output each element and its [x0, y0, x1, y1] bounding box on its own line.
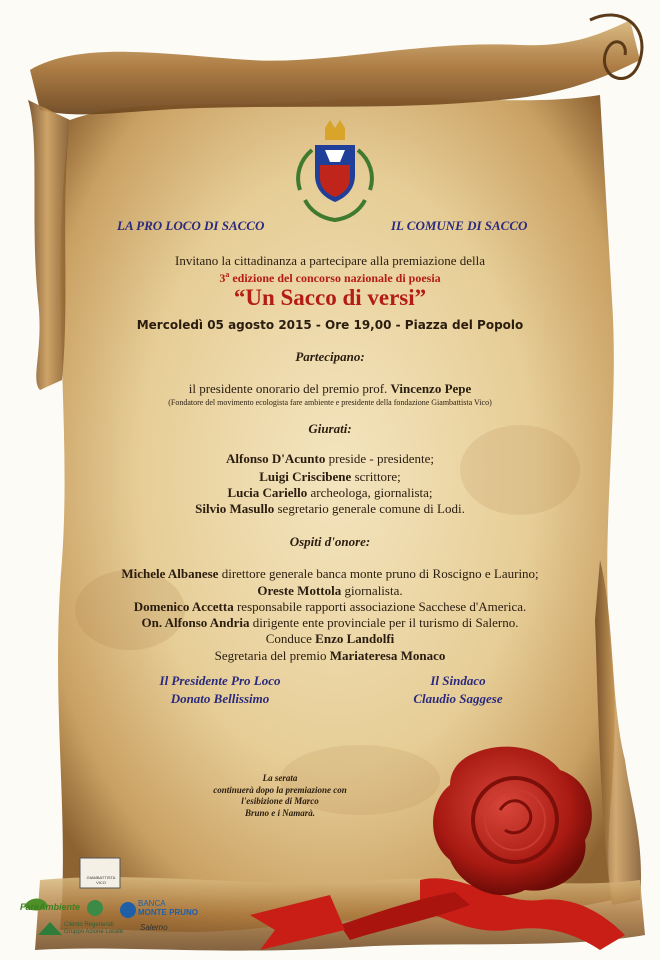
partecipano-heading: Partecipano:: [295, 349, 365, 364]
guest-name: Michele Albanese: [121, 566, 219, 581]
juror-name: Luigi Criscibene: [259, 469, 352, 484]
giurati-heading: Giurati:: [308, 421, 352, 436]
juror-row: [0, 485, 660, 501]
salerno-logo: Salerno: [140, 923, 168, 932]
closing-note-line: continuerà dopo la premiazione con: [213, 784, 347, 795]
juror-role: archeologa, giornalista;: [307, 485, 433, 500]
honorary-president-line: [0, 381, 660, 397]
left-scroll-roll: [28, 100, 70, 390]
juror-row: [0, 469, 660, 485]
parco-logo-icon: [87, 900, 103, 916]
secretary-name: Mariateresa Monaco: [329, 648, 446, 663]
juror-role: segretario generale comune di Lodi.: [274, 501, 465, 516]
guest-role: direttore generale banca monte pruno di Roscigno e Laurino;: [218, 566, 539, 581]
closing-note-line: Bruno e i Namarà.: [244, 807, 315, 818]
guest-row: [0, 599, 660, 615]
guest-role: dirigente ente provinciale per il turismo di Salerno.: [249, 615, 519, 630]
juror-name: Silvio Masullo: [195, 501, 275, 516]
banca-logo-line2: MONTE PRUNO: [138, 908, 198, 917]
edition-superscript: a: [225, 270, 230, 279]
invitation-line: Invitano la cittadinanza a partecipare alla premiazione della: [174, 253, 486, 268]
giambattista-logo-text: GIAMBATTISTA VICO: [86, 875, 116, 885]
guest-name: Domenico Accetta: [133, 599, 234, 614]
secretary-prefix: Segretaria del premio: [214, 648, 330, 663]
edition-text: edizione del concorso nazionale di poesia: [229, 271, 441, 285]
honorary-president-name: Vincenzo Pepe: [390, 381, 472, 396]
juror-row: [0, 451, 660, 467]
guest-row: [0, 615, 660, 631]
guest-row: [0, 566, 660, 582]
closing-note: [180, 773, 380, 819]
host-prefix: Conduce: [265, 631, 316, 646]
juror-name: Lucia Cariello: [227, 485, 308, 500]
honorary-president-prefix: il presidente onorario del premio prof.: [188, 381, 391, 396]
banca-logo-icon: [120, 902, 136, 918]
closing-note-line: La serata: [262, 773, 298, 783]
banca-logo-line1: BANCA: [138, 899, 166, 908]
event-title: “Un Sacco di versi”: [233, 285, 427, 310]
event-date-line: Mercoledì 05 agosto 2015 - Ore 19,00 - Piazza del Popolo: [136, 318, 524, 332]
guest-row: [0, 583, 660, 599]
comune-heading: IL COMUNE DI SACCO: [391, 218, 528, 233]
host-name: Enzo Landolfi: [315, 631, 395, 646]
pro-loco-president-name: Donato Bellissimo: [170, 691, 270, 706]
juror-role: preside - presidente;: [325, 451, 434, 466]
mayor-title: Il Sindaco: [430, 673, 486, 688]
pro-loco-heading: LA PRO LOCO DI SACCO: [117, 218, 265, 233]
guest-role: giornalista.: [341, 583, 403, 598]
cilento-logo: [64, 922, 123, 936]
juror-row: [0, 501, 660, 517]
cilento-logo-line2: Gruppo Azione Locale: [64, 929, 124, 935]
guest-name: On. Alfonso Andria: [141, 615, 250, 630]
fareambiente-logo: FareAmbiente: [20, 902, 81, 912]
juror-role: scrittore;: [351, 469, 401, 484]
juror-name: Alfonso D'Acunto: [226, 451, 326, 466]
banca-monte-pruno-logo: [138, 899, 198, 917]
honorary-president-note: (Fondatore del movimento ecologista fare ambiente e presidente della fondazione Giambattista Vico): [168, 398, 492, 407]
secretary-line: [0, 648, 660, 664]
cilento-logo-line1: Cilento Regenerati: [64, 922, 114, 928]
edition-number: 3: [219, 271, 226, 285]
guest-name: Oreste Mottola: [257, 583, 342, 598]
closing-note-line: l'esibizione di Marco: [241, 796, 319, 806]
mayor-name: Claudio Saggese: [413, 691, 503, 706]
guest-role: responsabile rapporti associazione Sacchese d'America.: [233, 599, 527, 614]
host-line: [0, 631, 660, 647]
ospiti-heading: Ospiti d'onore:: [289, 534, 371, 549]
edition-line: [0, 270, 660, 286]
pro-loco-president-title: Il Presidente Pro Loco: [159, 673, 281, 688]
